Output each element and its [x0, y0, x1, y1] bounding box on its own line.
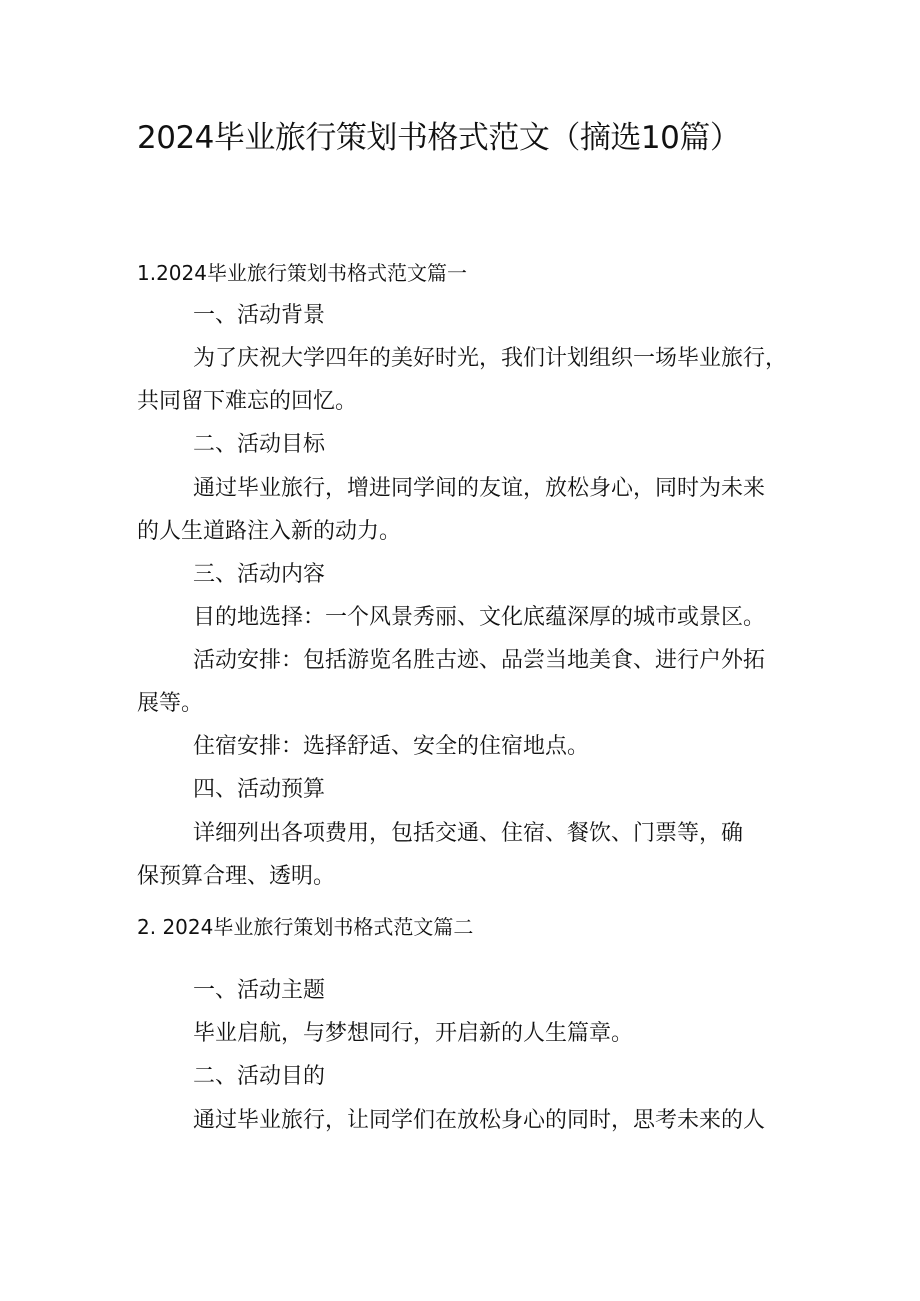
- section-1-paragraph-line: 共同留下难忘的回忆。: [137, 389, 358, 414]
- section-1-paragraph-line: 的人生道路注入新的动力。: [137, 519, 402, 544]
- section-1-paragraph-line: 为了庆祝大学四年的美好时光，我们计划组织一场毕业旅行，: [193, 346, 788, 371]
- section-1-paragraph-line: 活动安排：包括游览名胜古迹、品尝当地美食、进行户外拓: [193, 648, 766, 673]
- section-1-heading: 1.2024毕业旅行策划书格式范文篇一: [137, 261, 467, 285]
- section-1-subheading-goal: 二、活动目标: [193, 432, 326, 457]
- section-1-subheading-content: 三、活动内容: [193, 562, 326, 587]
- section-2-paragraph-line: 通过毕业旅行，让同学们在放松身心的同时，思考未来的人: [193, 1108, 766, 1133]
- document-title: 2024毕业旅行策划书格式范文（摘选10篇）: [137, 120, 741, 156]
- section-1-paragraph-line: 住宿安排：选择舒适、安全的住宿地点。: [193, 734, 590, 759]
- section-1-paragraph-line: 目的地选择：一个风景秀丽、文化底蕴深厚的城市或景区。: [193, 605, 766, 630]
- section-1-paragraph-line: 展等。: [137, 691, 204, 716]
- section-1-subheading-background: 一、活动背景: [193, 303, 326, 328]
- section-2-subheading-theme: 一、活动主题: [193, 978, 326, 1003]
- section-2-heading: 2. 2024毕业旅行策划书格式范文篇二: [137, 915, 474, 939]
- section-1-paragraph-line: 通过毕业旅行，增进同学间的友谊，放松身心，同时为未来: [193, 476, 766, 501]
- section-2-paragraph-line: 毕业启航，与梦想同行，开启新的人生篇章。: [193, 1021, 634, 1046]
- section-1-paragraph-line: 详细列出各项费用，包括交通、住宿、餐饮、门票等，确: [193, 821, 744, 846]
- section-1-paragraph-line: 保预算合理、透明。: [137, 864, 336, 889]
- section-2-subheading-purpose: 二、活动目的: [193, 1064, 326, 1089]
- section-1-subheading-budget: 四、活动预算: [193, 777, 326, 802]
